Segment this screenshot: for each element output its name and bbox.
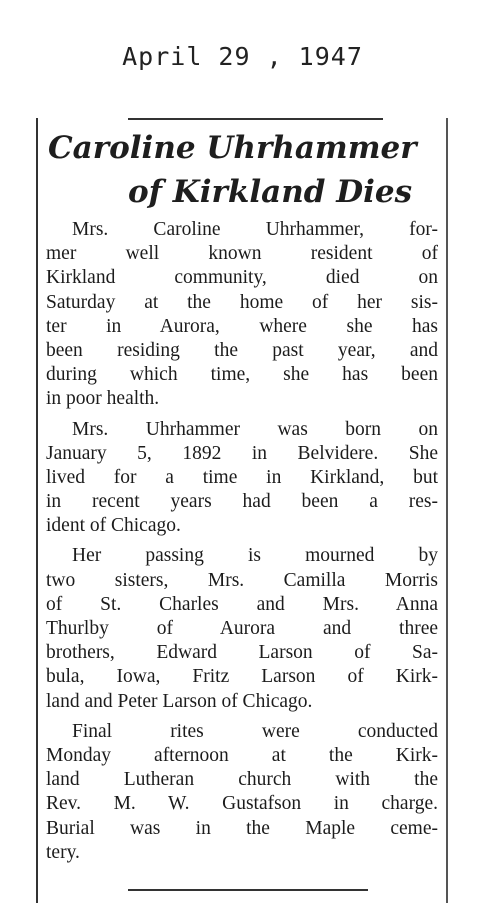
article-line: Final rites were conducted — [72, 720, 438, 742]
headline-line-2: of Kirkland Dies — [128, 174, 413, 210]
article-line: land Lutheran church with the — [46, 769, 438, 791]
article-line: brothers, Edward Larson of Sa- — [46, 642, 438, 664]
article-line: ter in Aurora, where she has — [46, 315, 438, 337]
article-line: in recent years had been a res- — [46, 491, 438, 513]
paragraph-1 — [46, 218, 438, 412]
paragraph-3 — [46, 544, 438, 713]
article-line: of St. Charles and Mrs. Anna — [46, 593, 438, 615]
article-line: been residing the past year, and — [46, 339, 438, 361]
article-line: mer well known resident of — [46, 243, 438, 265]
article-line: Kirkland community, died on — [46, 267, 438, 289]
headline — [38, 118, 446, 214]
headline-line-1: Caroline Uhrhammer — [48, 130, 417, 166]
article-line: Thurlby of Aurora and three — [46, 618, 438, 639]
article-line: Her passing is mourned by — [72, 545, 438, 567]
article-line: Mrs. Caroline Uhrhammer, for- — [72, 219, 438, 240]
article-line: land and Peter Larson of Chicago. — [46, 690, 313, 712]
bottom-rule — [128, 889, 368, 891]
article-line: ident of Chicago. — [46, 515, 181, 537]
article-line: January 5, 1892 in Belvidere. She — [46, 442, 438, 464]
article-line: Burial was in the Maple ceme- — [46, 817, 438, 839]
article-line: two sisters, Mrs. Camilla Morris — [46, 569, 438, 591]
article-line: lived for a time in Kirkland, but — [46, 466, 438, 488]
article-line: during which time, she has been — [46, 364, 438, 386]
article-line: in poor health. — [46, 388, 160, 410]
newspaper-clipping — [36, 118, 448, 903]
article-line: bula, Iowa, Fritz Larson of Kirk- — [46, 666, 438, 688]
paragraph-2 — [46, 418, 438, 539]
article-line: Monday afternoon at the Kirk- — [46, 744, 438, 766]
paragraph-4 — [46, 720, 438, 865]
article-line: Saturday at the home of her sis- — [46, 291, 438, 313]
top-rule — [128, 118, 383, 120]
article-line: tery. — [46, 841, 80, 863]
article-line: Rev. M. W. Gustafson in charge. — [46, 793, 438, 815]
date-stamp: April 29 , 1947 — [122, 42, 363, 71]
article-body — [38, 214, 446, 865]
article-line: Mrs. Uhrhammer was born on — [72, 418, 438, 440]
